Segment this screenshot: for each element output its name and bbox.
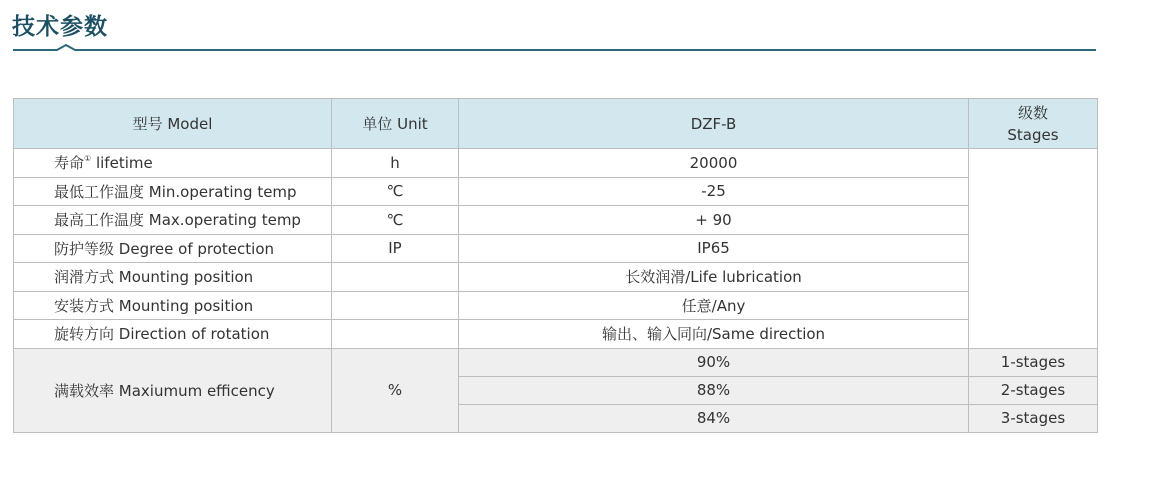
header-stages-en: Stages bbox=[1007, 125, 1059, 144]
spec-table bbox=[13, 98, 1098, 433]
row-label: 旋转方向 Direction of rotation bbox=[14, 320, 332, 349]
efficiency-stage: 1-stages bbox=[969, 348, 1098, 376]
header-stages bbox=[969, 99, 1098, 149]
row-unit: h bbox=[332, 149, 459, 178]
row-value: 任意/Any bbox=[459, 291, 969, 320]
efficiency-value: 90% bbox=[459, 348, 969, 376]
table-row bbox=[14, 263, 1098, 292]
row-unit: IP bbox=[332, 234, 459, 263]
footnote-marker: ① bbox=[84, 154, 92, 164]
header-unit: 单位 Unit bbox=[332, 99, 459, 149]
row-label: 寿命① lifetime bbox=[14, 149, 332, 178]
table-row bbox=[14, 291, 1098, 320]
efficiency-label: 满载效率 Maxiumum efficency bbox=[14, 348, 332, 432]
row-value: -25 bbox=[459, 177, 969, 206]
row-unit: ℃ bbox=[332, 177, 459, 206]
row-value: + 90 bbox=[459, 206, 969, 235]
header-product: DZF-B bbox=[459, 99, 969, 149]
row-value: IP65 bbox=[459, 234, 969, 263]
table-row bbox=[14, 206, 1098, 235]
row-unit bbox=[332, 291, 459, 320]
row-value: 20000 bbox=[459, 149, 969, 178]
header-model: 型号 Model bbox=[14, 99, 332, 149]
efficiency-value: 88% bbox=[459, 376, 969, 404]
table-row bbox=[14, 177, 1098, 206]
efficiency-unit: % bbox=[332, 348, 459, 432]
table-row bbox=[14, 234, 1098, 263]
title-underline-divider bbox=[13, 44, 1096, 52]
row-label: 最低工作温度 Min.operating temp bbox=[14, 177, 332, 206]
table-row bbox=[14, 320, 1098, 349]
stages-empty-cell bbox=[969, 149, 1098, 349]
row-label: 防护等级 Degree of protection bbox=[14, 234, 332, 263]
row-value: 输出、输入同向/Same direction bbox=[459, 320, 969, 349]
row-value: 长效润滑/Life lubrication bbox=[459, 263, 969, 292]
row-unit bbox=[332, 320, 459, 349]
row-label: 润滑方式 Mounting position bbox=[14, 263, 332, 292]
efficiency-stage: 2-stages bbox=[969, 376, 1098, 404]
efficiency-row bbox=[14, 348, 1098, 376]
table-header-row bbox=[14, 99, 1098, 149]
table-row bbox=[14, 149, 1098, 178]
efficiency-value: 84% bbox=[459, 404, 969, 432]
row-unit: ℃ bbox=[332, 206, 459, 235]
efficiency-stage: 3-stages bbox=[969, 404, 1098, 432]
header-stages-cn: 级数 bbox=[1017, 103, 1048, 122]
row-unit bbox=[332, 263, 459, 292]
row-label: 安装方式 Mounting position bbox=[14, 291, 332, 320]
row-label: 最高工作温度 Max.operating temp bbox=[14, 206, 332, 235]
section-title: 技术参数 bbox=[12, 14, 108, 40]
